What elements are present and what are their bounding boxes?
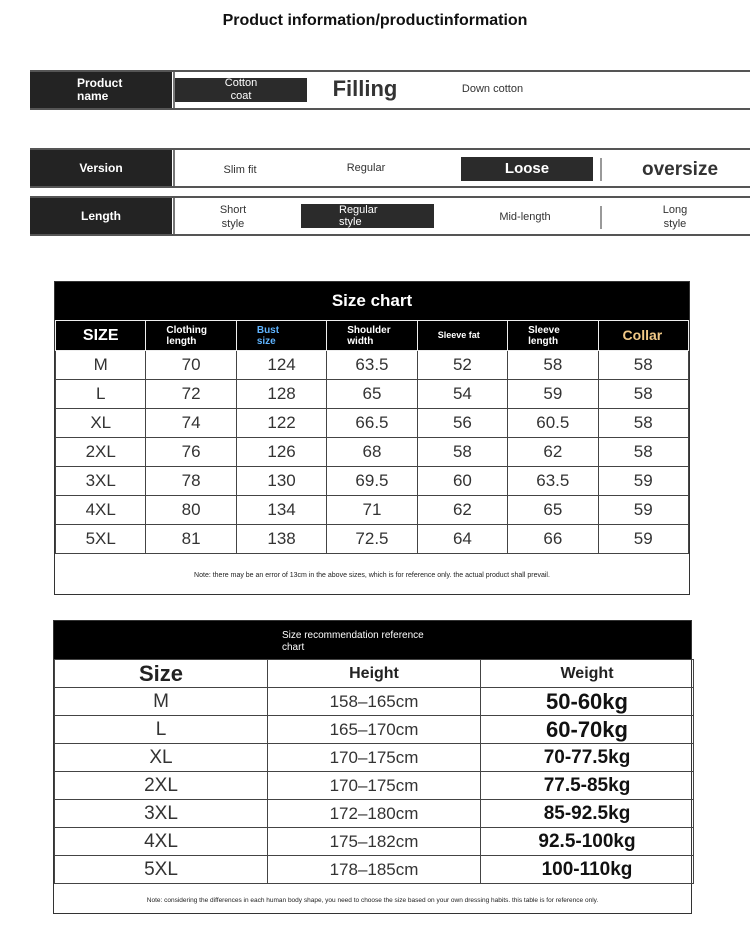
measurement-cell: 72.5 xyxy=(327,525,417,554)
length-row xyxy=(30,196,750,236)
rec-col-header-weight: Weight xyxy=(481,660,694,688)
rec-weight-cell: 60-70kg xyxy=(481,716,694,744)
rec-weight-cell: 92.5-100kg xyxy=(481,828,694,856)
length-option-short xyxy=(210,202,256,232)
measurement-cell: 81 xyxy=(146,525,236,554)
measurement-cell: 63.5 xyxy=(508,467,598,496)
rec-height-cell: 170–175cm xyxy=(268,772,481,800)
recommendation-title-line2: chart xyxy=(282,642,305,653)
col-header-collar: Collar xyxy=(598,321,688,351)
version-option-slim-fit: Slim fit xyxy=(223,164,257,176)
measurement-cell: 62 xyxy=(417,496,507,525)
col-header-shoulder-width: Shoulder width xyxy=(327,321,417,351)
size-chart-header-row xyxy=(56,321,689,351)
product-name-header-line2: name xyxy=(77,89,109,103)
row-separator xyxy=(173,198,175,234)
length-regular-line1: Regular xyxy=(339,204,378,216)
recommendation-row xyxy=(55,688,694,716)
rec-height-cell: 170–175cm xyxy=(268,744,481,772)
recommendation-note: Note: considering the differences in each human body shape, you need to choose the size based on your own dressing habits. this table is for reference only. xyxy=(146,896,599,904)
size-cell: L xyxy=(56,380,146,409)
rec-height-cell: 165–170cm xyxy=(268,716,481,744)
rec-size-cell: 4XL xyxy=(55,828,268,856)
rec-height-cell: 158–165cm xyxy=(268,688,481,716)
measurement-cell: 74 xyxy=(146,409,236,438)
recommendation-header-row xyxy=(55,660,694,688)
measurement-cell: 69.5 xyxy=(327,467,417,496)
rec-weight-cell: 77.5-85kg xyxy=(481,772,694,800)
product-name-header-line1: Product xyxy=(77,76,123,90)
measurement-cell: 60.5 xyxy=(508,409,598,438)
rec-size-cell: M xyxy=(55,688,268,716)
measurement-cell: 138 xyxy=(236,525,326,554)
rec-weight-cell: 50-60kg xyxy=(481,688,694,716)
product-name-row xyxy=(30,70,750,110)
size-chart-row xyxy=(56,525,689,554)
rec-size-cell: XL xyxy=(55,744,268,772)
col-header-sleeve-length: Sleeve length xyxy=(508,321,598,351)
size-chart-row xyxy=(56,409,689,438)
length-regular-line2: style xyxy=(339,216,362,228)
measurement-cell: 70 xyxy=(146,351,236,380)
measurement-cell: 52 xyxy=(417,351,507,380)
measurement-cell: 130 xyxy=(236,467,326,496)
recommendation-row xyxy=(55,856,694,884)
rec-weight-cell: 70-77.5kg xyxy=(481,744,694,772)
measurement-cell: 126 xyxy=(236,438,326,467)
measurement-cell: 58 xyxy=(598,351,688,380)
version-row xyxy=(30,148,750,188)
rec-height-cell: 175–182cm xyxy=(268,828,481,856)
version-header: Version xyxy=(30,150,172,186)
length-option-mid: Mid-length xyxy=(499,211,551,223)
size-chart-table xyxy=(55,320,689,554)
size-chart-row xyxy=(56,438,689,467)
measurement-cell: 58 xyxy=(508,351,598,380)
size-cell: 5XL xyxy=(56,525,146,554)
cotton-label-line1: Cotton xyxy=(224,77,258,89)
rec-height-cell: 172–180cm xyxy=(268,800,481,828)
row-separator xyxy=(173,150,175,186)
size-chart-row xyxy=(56,467,689,496)
size-chart-row xyxy=(56,496,689,525)
version-option-loose: Loose xyxy=(461,157,593,181)
measurement-cell: 58 xyxy=(598,409,688,438)
size-chart-row xyxy=(56,351,689,380)
cotton-label-line2: coat xyxy=(230,90,252,102)
rec-size-cell: 2XL xyxy=(55,772,268,800)
measurement-cell: 58 xyxy=(598,380,688,409)
rec-col-header-height: Height xyxy=(268,660,481,688)
page-title: Product information/productinformation xyxy=(222,12,528,29)
measurement-cell: 58 xyxy=(598,438,688,467)
version-option-oversize: oversize xyxy=(641,159,719,180)
measurement-cell: 54 xyxy=(417,380,507,409)
measurement-cell: 58 xyxy=(417,438,507,467)
rec-col-header-size: Size xyxy=(55,660,268,688)
option-cotton-coat xyxy=(175,78,307,102)
recommendation-row xyxy=(55,716,694,744)
filling-label: Filling xyxy=(332,76,398,101)
col-header-size: SIZE xyxy=(56,321,146,351)
size-recommendation-chart xyxy=(53,620,692,914)
option-divider xyxy=(600,206,602,229)
size-cell: 2XL xyxy=(56,438,146,467)
recommendation-table xyxy=(54,659,694,884)
measurement-cell: 134 xyxy=(236,496,326,525)
rec-weight-cell: 100-110kg xyxy=(481,856,694,884)
measurement-cell: 60 xyxy=(417,467,507,496)
rec-size-cell: 3XL xyxy=(55,800,268,828)
length-option-long xyxy=(650,202,700,232)
measurement-cell: 68 xyxy=(327,438,417,467)
measurement-cell: 59 xyxy=(598,467,688,496)
size-cell: M xyxy=(56,351,146,380)
measurement-cell: 65 xyxy=(508,496,598,525)
length-header: Length xyxy=(30,198,172,234)
col-header-clothing-length: Clothing length xyxy=(146,321,236,351)
size-cell: XL xyxy=(56,409,146,438)
rec-weight-cell: 85-92.5kg xyxy=(481,800,694,828)
col-header-sleeve-fat: Sleeve fat xyxy=(417,321,507,351)
measurement-cell: 66.5 xyxy=(327,409,417,438)
recommendation-title xyxy=(54,621,691,659)
measurement-cell: 65 xyxy=(327,380,417,409)
length-long-line1: Long xyxy=(662,204,688,216)
measurement-cell: 64 xyxy=(417,525,507,554)
measurement-cell: 62 xyxy=(508,438,598,467)
recommendation-row xyxy=(55,800,694,828)
measurement-cell: 59 xyxy=(598,525,688,554)
product-name-header xyxy=(30,72,172,108)
size-cell: 3XL xyxy=(56,467,146,496)
rec-size-cell: L xyxy=(55,716,268,744)
measurement-cell: 78 xyxy=(146,467,236,496)
recommendation-row xyxy=(55,772,694,800)
size-chart-title: Size chart xyxy=(55,282,689,320)
measurement-cell: 128 xyxy=(236,380,326,409)
rec-size-cell: 5XL xyxy=(55,856,268,884)
measurement-cell: 124 xyxy=(236,351,326,380)
measurement-cell: 80 xyxy=(146,496,236,525)
version-option-regular: Regular xyxy=(346,162,386,174)
filling-value: Down cotton xyxy=(461,83,524,95)
length-option-regular xyxy=(301,204,434,228)
length-short-line1: Short xyxy=(219,204,247,216)
recommendation-row xyxy=(55,828,694,856)
measurement-cell: 72 xyxy=(146,380,236,409)
col-header-bust-size: Bust size xyxy=(236,321,326,351)
size-chart-row xyxy=(56,380,689,409)
size-cell: 4XL xyxy=(56,496,146,525)
measurement-cell: 63.5 xyxy=(327,351,417,380)
length-short-line2: style xyxy=(221,218,245,230)
option-divider xyxy=(600,158,602,181)
measurement-cell: 71 xyxy=(327,496,417,525)
measurement-cell: 56 xyxy=(417,409,507,438)
measurement-cell: 66 xyxy=(508,525,598,554)
length-long-line2: style xyxy=(663,218,687,230)
measurement-cell: 122 xyxy=(236,409,326,438)
measurement-cell: 59 xyxy=(598,496,688,525)
recommendation-row xyxy=(55,744,694,772)
size-chart-note: Note: there may be an error of 13cm in the above sizes, which is for reference only. the actual product shall prevail. xyxy=(194,572,550,579)
measurement-cell: 59 xyxy=(508,380,598,409)
measurement-cell: 76 xyxy=(146,438,236,467)
recommendation-title-line1: Size recommendation reference xyxy=(282,630,424,641)
rec-height-cell: 178–185cm xyxy=(268,856,481,884)
size-chart xyxy=(54,281,690,595)
